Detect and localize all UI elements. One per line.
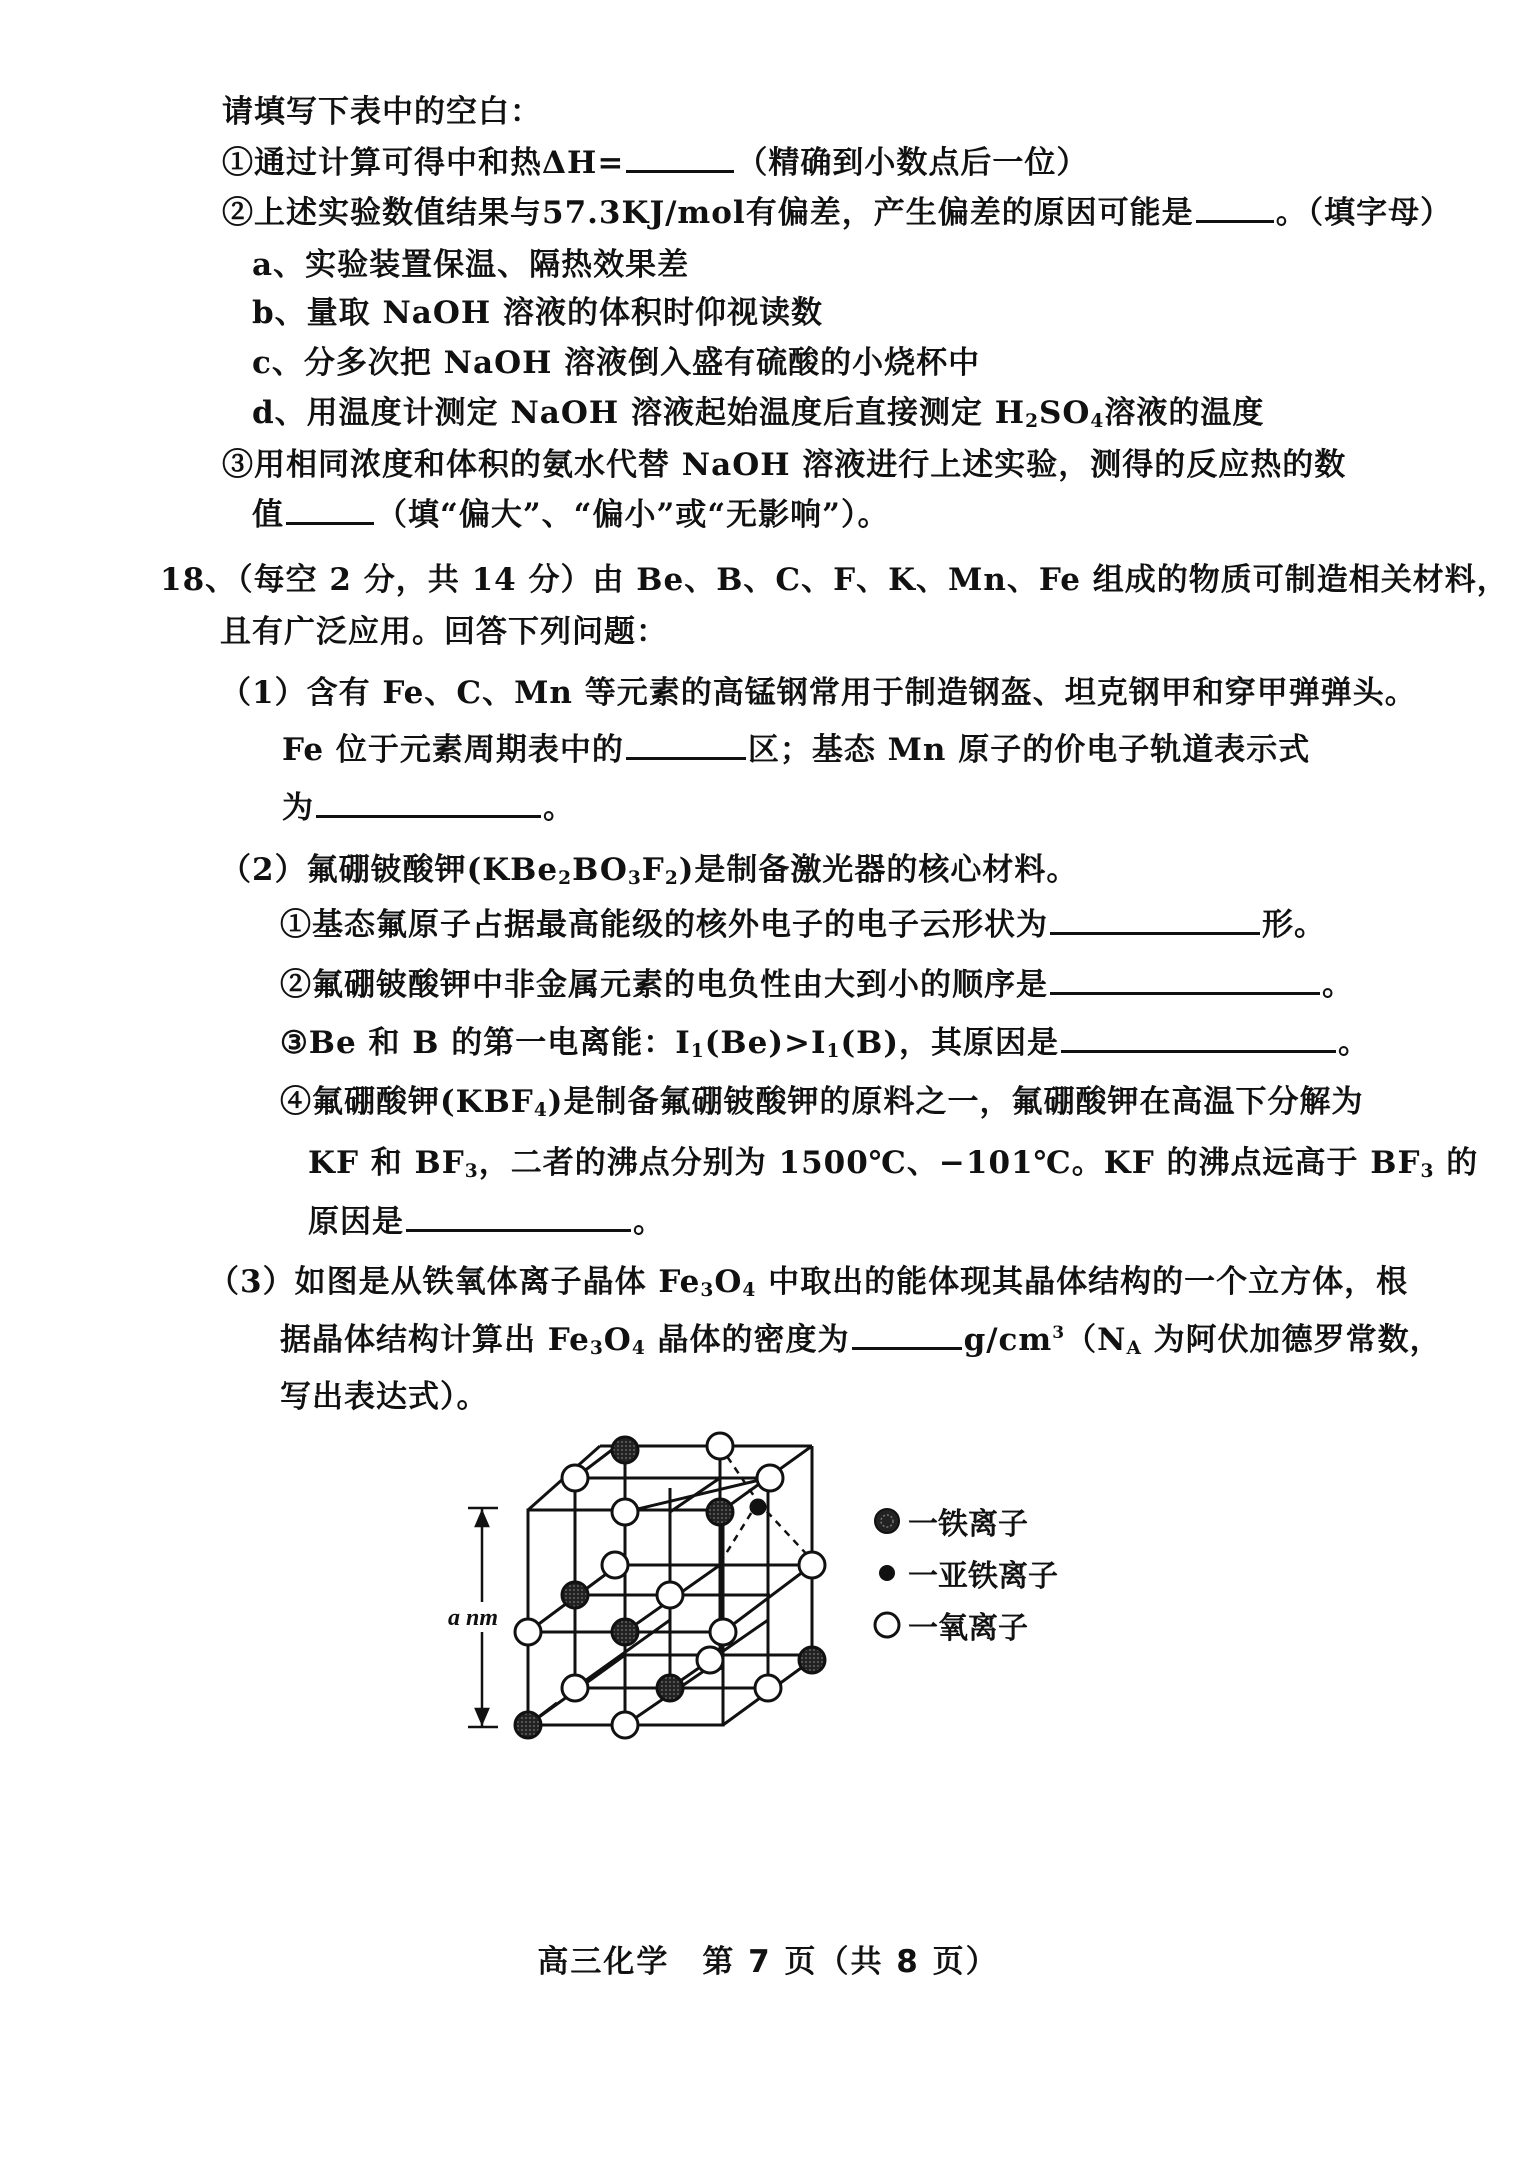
subscript: 2 bbox=[664, 868, 679, 889]
oxygen-ion bbox=[755, 1675, 781, 1701]
q18-header-line1: 18、（每空 2 分，共 14 分）由 Be、B、C、F、K、Mn、Fe 组成的物质可制造相关材料， bbox=[160, 562, 1509, 598]
hatched-circle-icon bbox=[870, 1504, 904, 1538]
q18-part2-sub4-line3 bbox=[308, 1202, 665, 1242]
text: ③Be 和 B 的第一电离能：I bbox=[280, 1025, 691, 1061]
q17-item-1-prefix: ①通过计算可得中和热ΔH= bbox=[222, 145, 625, 181]
subscript: 4 bbox=[631, 1338, 646, 1359]
fe3o4-cube-diagram bbox=[420, 1420, 880, 1790]
oxygen-ion bbox=[757, 1465, 783, 1491]
text: （2）氟硼铍酸钾(KBe bbox=[220, 852, 559, 888]
option-d bbox=[252, 393, 1264, 433]
text: KF 和 BF bbox=[308, 1145, 465, 1181]
q18-part3-line3: 写出表达式）。 bbox=[280, 1379, 489, 1415]
text: 。 bbox=[1322, 967, 1354, 1003]
oxygen-ion bbox=[562, 1465, 588, 1491]
q18-part1-line2-prefix: Fe 位于元素周期表中的 bbox=[282, 732, 624, 768]
legend-item-ferrous-ion bbox=[870, 1547, 1058, 1599]
answer-blank-ammonia-effect[interactable] bbox=[286, 496, 374, 525]
text: 据晶体结构计算出 Fe bbox=[280, 1322, 590, 1358]
text: ②氟硼铍酸钾中非金属元素的电负性由大到小的顺序是 bbox=[280, 967, 1048, 1003]
answer-blank-ionization-reason[interactable] bbox=[1061, 1024, 1336, 1053]
oxygen-ion bbox=[707, 1433, 733, 1459]
subscript: 2 bbox=[558, 868, 573, 889]
option-d-text-b: SO bbox=[1039, 395, 1091, 431]
unit: g/cm bbox=[963, 1322, 1053, 1358]
q18-part3-line2 bbox=[280, 1320, 1442, 1360]
answer-blank-delta-h[interactable] bbox=[626, 144, 734, 173]
q18-part1-line3 bbox=[282, 788, 575, 828]
q18-part2-sub3 bbox=[280, 1023, 1370, 1063]
legend-label: 一氧离子 bbox=[908, 1611, 1028, 1646]
subscript: 3 bbox=[589, 1338, 604, 1359]
text: 原因是 bbox=[308, 1204, 404, 1240]
subscript: 4 bbox=[742, 1280, 757, 1301]
iron-ion bbox=[612, 1437, 638, 1463]
answer-blank-fe-block[interactable] bbox=[626, 731, 746, 760]
q18-part2-sub2 bbox=[280, 965, 1354, 1005]
text: BO bbox=[572, 852, 628, 888]
text: O bbox=[714, 1264, 743, 1300]
text: 为阿伏加德罗常数， bbox=[1141, 1322, 1442, 1358]
option-b: b、量取 NaOH 溶液的体积时仰视读数 bbox=[252, 295, 823, 331]
q18-part1-line3-suffix: 。 bbox=[543, 790, 575, 826]
oxygen-ion bbox=[562, 1675, 588, 1701]
text: )是制备氟硼铍酸钾的原料之一，氟硼酸钾在高温下分解为 bbox=[547, 1084, 1364, 1120]
text: 中取出的能体现其晶体结构的一个立方体，根 bbox=[756, 1264, 1409, 1300]
q18-part1-line2 bbox=[282, 730, 1310, 770]
q17-item-3-line1: ③用相同浓度和体积的氨水代替 NaOH 溶液进行上述实验，测得的反应热的数 bbox=[222, 447, 1347, 483]
subscript: 3 bbox=[627, 868, 642, 889]
ferrous-ion bbox=[751, 1500, 765, 1514]
text: 。 bbox=[633, 1204, 665, 1240]
oxygen-ion bbox=[799, 1552, 825, 1578]
oxygen-ion bbox=[515, 1619, 541, 1645]
text: (Be)>I bbox=[704, 1025, 827, 1061]
q17-item-1-suffix: （精确到小数点后一位） bbox=[736, 145, 1089, 181]
oxygen-ion bbox=[710, 1619, 736, 1645]
subscript: 1 bbox=[690, 1041, 705, 1062]
answer-blank-electron-cloud-shape[interactable] bbox=[1050, 906, 1260, 935]
option-a: a、实验装置保温、隔热效果差 bbox=[252, 247, 690, 283]
subscript: 3 bbox=[464, 1161, 479, 1182]
text: 的 bbox=[1434, 1145, 1479, 1181]
text: ④氟硼酸钾(KBF bbox=[280, 1084, 534, 1120]
legend-item-iron-ion bbox=[870, 1495, 1058, 1547]
q18-part1-line3-prefix: 为 bbox=[282, 790, 314, 826]
oxygen-ion bbox=[612, 1712, 638, 1738]
text: （N bbox=[1065, 1322, 1127, 1358]
legend-label: 一亚铁离子 bbox=[908, 1559, 1058, 1594]
text: ，二者的沸点分别为 1500℃、−101℃。KF 的沸点远高于 BF bbox=[478, 1145, 1421, 1181]
q18-part3-line1 bbox=[208, 1262, 1408, 1302]
q17-item-1 bbox=[222, 143, 1088, 183]
figure-legend bbox=[870, 1495, 1058, 1651]
q18-part2-sub1 bbox=[280, 905, 1326, 945]
iron-ion bbox=[799, 1647, 825, 1673]
text: 形。 bbox=[1262, 907, 1326, 943]
subscript: 4 bbox=[1090, 411, 1105, 432]
oxygen-ion bbox=[612, 1499, 638, 1525]
answer-blank-density[interactable] bbox=[852, 1321, 962, 1350]
legend-item-oxygen-ion bbox=[870, 1599, 1058, 1651]
superscript: 3 bbox=[1052, 1323, 1066, 1343]
q18-part1-line1: （1）含有 Fe、C、Mn 等元素的高锰钢常用于制造钢盔、坦克钢甲和穿甲弹弹头。 bbox=[220, 675, 1417, 711]
q18-part2-sub4-line2 bbox=[308, 1143, 1478, 1183]
legend-label: 一铁离子 bbox=[908, 1507, 1028, 1542]
text: ①基态氟原子占据最高能级的核外电子的电子云形状为 bbox=[280, 907, 1048, 943]
text: （3）如图是从铁氧体离子晶体 Fe bbox=[208, 1264, 701, 1300]
subscript: 4 bbox=[533, 1100, 548, 1121]
q17-item-2 bbox=[222, 193, 1452, 233]
crystal-structure-figure bbox=[420, 1420, 1120, 1790]
text: O bbox=[603, 1322, 632, 1358]
page-footer: 高三化学 第 7 页（共 8 页） bbox=[537, 1944, 999, 1980]
text: (B)，其原因是 bbox=[840, 1025, 1059, 1061]
text: 。 bbox=[1338, 1025, 1370, 1061]
text: )是制备激光器的核心材料。 bbox=[678, 852, 1079, 888]
answer-blank-boiling-point-reason[interactable] bbox=[406, 1203, 631, 1232]
oxygen-ion bbox=[657, 1582, 683, 1608]
answer-blank-electronegativity-order[interactable] bbox=[1050, 966, 1320, 995]
q17-item-3-prefix: 值 bbox=[252, 497, 284, 533]
q18-part2-intro bbox=[220, 850, 1078, 890]
oxygen-ion bbox=[602, 1552, 628, 1578]
text: F bbox=[641, 852, 665, 888]
black-dot-icon bbox=[870, 1556, 904, 1590]
subscript: 3 bbox=[700, 1280, 715, 1301]
subscript: 2 bbox=[1025, 411, 1040, 432]
text: 晶体的密度为 bbox=[645, 1322, 850, 1358]
subscript: A bbox=[1126, 1338, 1142, 1359]
q17-item-2-suffix: 。（填字母） bbox=[1275, 195, 1453, 231]
q17-item-3-suffix: （填“偏大”、“偏小”或“无影响”）。 bbox=[376, 497, 890, 533]
fill-instructions: 请填写下表中的空白： bbox=[222, 94, 542, 130]
option-c: c、分多次把 NaOH 溶液倒入盛有硫酸的小烧杯中 bbox=[252, 345, 981, 381]
q18-part1-line2-suffix: 区；基态 Mn 原子的价电子轨道表示式 bbox=[747, 732, 1311, 768]
q18-header-line2: 且有广泛应用。回答下列问题： bbox=[220, 614, 668, 650]
iron-ion bbox=[612, 1619, 638, 1645]
subscript: 1 bbox=[826, 1041, 841, 1062]
dimension-label: a nm bbox=[448, 1605, 499, 1631]
answer-blank-mn-orbital-diagram[interactable] bbox=[316, 789, 541, 818]
subscript: 3 bbox=[1420, 1161, 1435, 1182]
iron-ion bbox=[515, 1712, 541, 1738]
q17-item-3-line2 bbox=[252, 495, 890, 535]
iron-ion bbox=[657, 1675, 683, 1701]
answer-blank-deviation-reason[interactable] bbox=[1196, 194, 1274, 223]
option-d-text-a: d、用温度计测定 NaOH 溶液起始温度后直接测定 H bbox=[252, 395, 1026, 431]
q18-part2-sub4-line1 bbox=[280, 1082, 1363, 1122]
option-d-text-c: 溶液的温度 bbox=[1104, 395, 1265, 431]
iron-ion bbox=[562, 1582, 588, 1608]
iron-ion bbox=[707, 1499, 733, 1525]
q17-item-2-prefix: ②上述实验数值结果与57.3KJ/mol有偏差，产生偏差的原因可能是 bbox=[222, 195, 1194, 231]
oxygen-ion bbox=[697, 1647, 723, 1673]
open-circle-icon bbox=[870, 1608, 904, 1642]
